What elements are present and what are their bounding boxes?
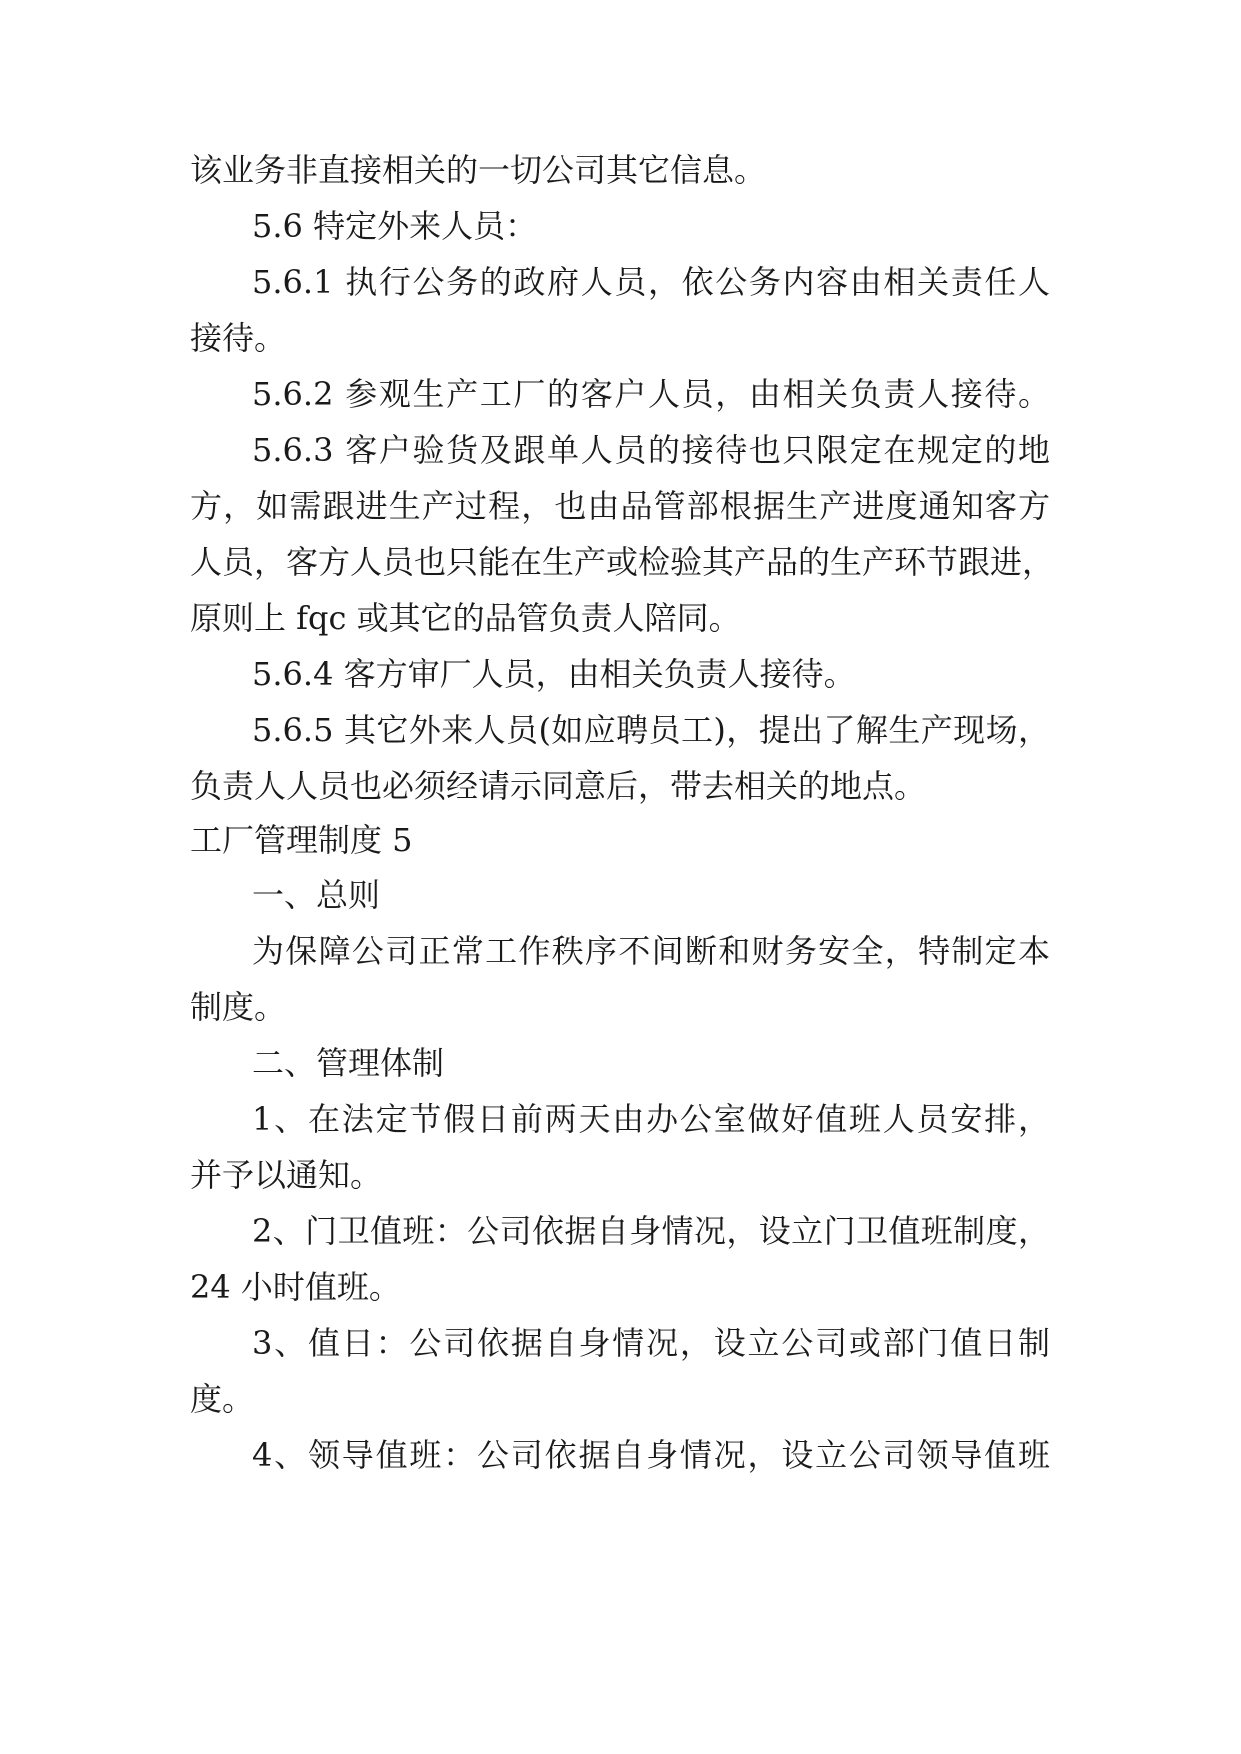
paragraph-line: 接待。 <box>190 319 287 357</box>
paragraph-line: 并予以通知。 <box>190 1156 383 1194</box>
paragraph-line: 负责人人员也必须经请示同意后，带去相关的地点。 <box>190 767 927 805</box>
section-heading: 二、管理体制 <box>252 1044 445 1082</box>
paragraph-line: 5.6.3 客户验货及跟单人员的接待也只限定在规定的地 <box>252 431 1050 469</box>
section-heading: 一、总则 <box>252 876 381 914</box>
paragraph-line: 5.6.1 执行公务的政府人员，依公务内容由相关责任人 <box>252 263 1050 301</box>
document-title: 工厂管理制度 5 <box>190 821 413 859</box>
paragraph-line: 5.6.4 客方审厂人员，由相关负责人接待。 <box>252 655 856 693</box>
paragraph-line: 3、值日：公司依据自身情况，设立公司或部门值日制 <box>252 1324 1050 1362</box>
paragraph-line: 为保障公司正常工作秩序不间断和财务安全，特制定本 <box>252 932 1050 970</box>
paragraph-line: 制度。 <box>190 988 287 1026</box>
paragraph-line: 4、领导值班：公司依据自身情况，设立公司领导值班 <box>252 1436 1050 1474</box>
paragraph-line: 1、在法定节假日前两天由办公室做好值班人员安排， <box>252 1100 1050 1138</box>
paragraph-line: 2、门卫值班：公司依据自身情况，设立门卫值班制度， <box>252 1212 1050 1250</box>
paragraph-line: 方，如需跟进生产过程，也由品管部根据生产进度通知客方 <box>190 487 1050 525</box>
paragraph-line: 5.6.5 其它外来人员(如应聘员工)，提出了解生产现场， <box>252 711 1050 749</box>
paragraph-line: 原则上 fqc 或其它的品管负责人陪同。 <box>190 599 741 637</box>
paragraph-line: 5.6.2 参观生产工厂的客户人员，由相关负责人接待。 <box>252 375 1050 413</box>
paragraph-line: 度。 <box>190 1380 255 1418</box>
paragraph-line: 人员，客方人员也只能在生产或检验其产品的生产环节跟进， <box>190 543 1055 581</box>
paragraph-line: 该业务非直接相关的一切公司其它信息。 <box>190 151 767 189</box>
paragraph-line: 24 小时值班。 <box>190 1268 401 1306</box>
section-heading: 5.6 特定外来人员： <box>252 207 538 245</box>
